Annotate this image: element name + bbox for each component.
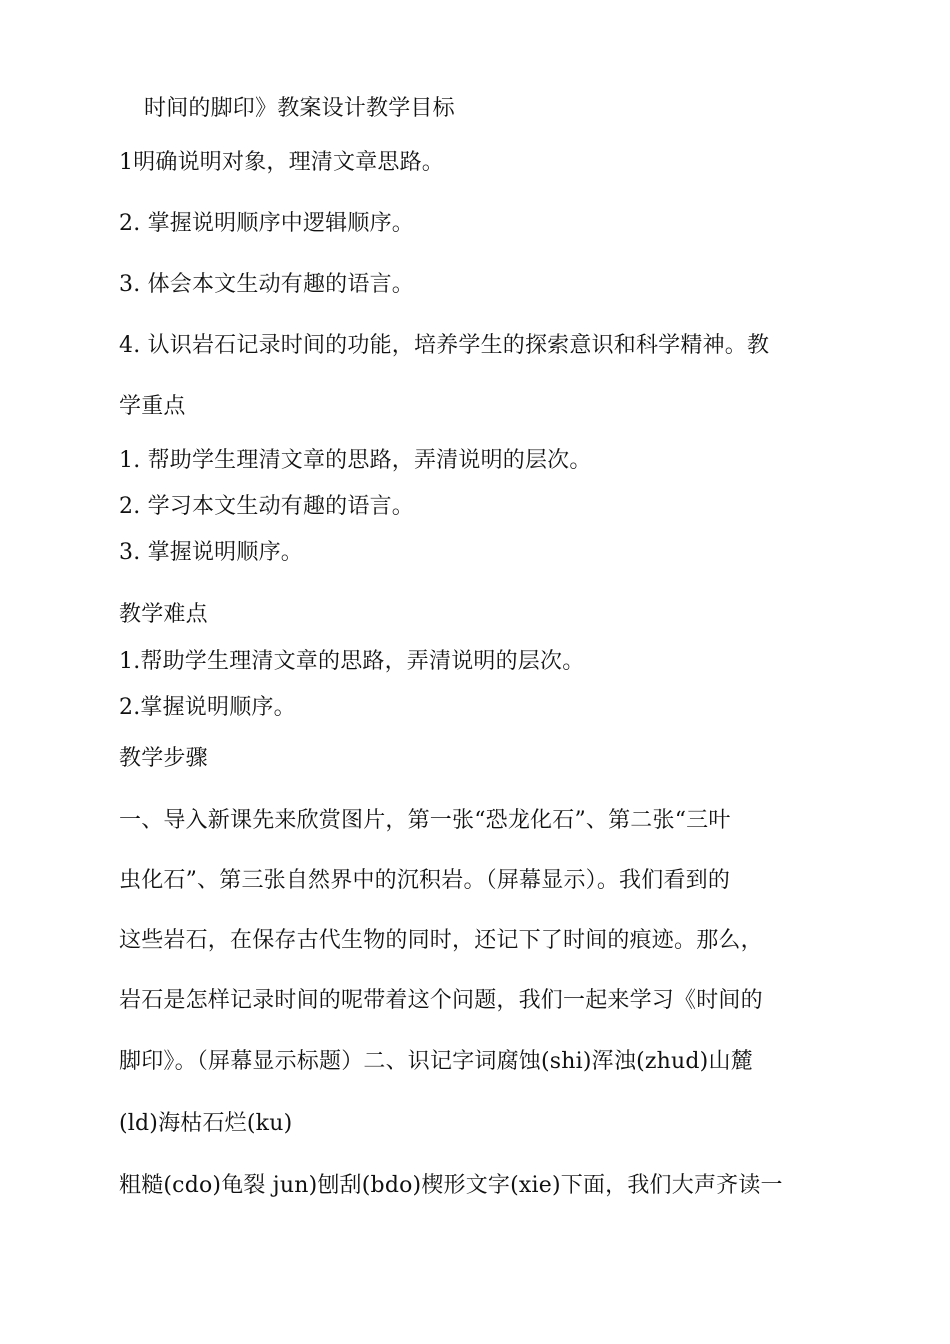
key-point-1: 1. 帮助学生理清文章的思路，弄清说明的层次。 — [119, 448, 592, 473]
steps-line-7: 粗糙(cdo)龟裂 jun)刨刮(bdo)楔形文字(xie)下面，我们大声齐读一 — [119, 1173, 783, 1198]
steps-line-5: 脚印》。（屏幕显示标题）二、识记字词腐蚀(shi)浑浊(zhud)山麓 — [119, 1049, 753, 1074]
objective-2: 2. 掌握说明顺序中逻辑顺序。 — [119, 211, 414, 236]
steps-line-4: 岩石是怎样记录时间的呢带着这个问题，我们一起来学习《时间的 — [119, 988, 763, 1013]
document-title: 时间的脚印》教案设计教学目标 — [144, 96, 455, 121]
steps-heading: 教学步骤 — [119, 746, 208, 771]
key-point-3: 3. 掌握说明顺序。 — [119, 540, 303, 565]
difficulty-2: 2.掌握说明顺序。 — [119, 695, 296, 720]
objective-3: 3. 体会本文生动有趣的语言。 — [119, 272, 414, 297]
steps-line-6: (ld)海枯石烂(ku) — [119, 1111, 293, 1136]
steps-line-1: 一、导入新课先来欣赏图片，第一张“恐龙化石”、第二张“三叶 — [119, 808, 731, 833]
steps-line-3: 这些岩石，在保存古代生物的同时，还记下了时间的痕迹。那么， — [119, 928, 763, 953]
objective-1: 1明确说明对象，理清文章思路。 — [119, 150, 444, 175]
steps-line-2: 虫化石”、第三张自然界中的沉积岩。（屏幕显示）。我们看到的 — [119, 868, 731, 893]
objective-4: 4. 认识岩石记录时间的功能，培养学生的探索意识和科学精神。教 — [119, 333, 770, 358]
difficulties-heading: 教学难点 — [119, 602, 208, 627]
difficulty-1: 1.帮助学生理清文章的思路，弄清说明的层次。 — [119, 649, 585, 674]
key-point-2: 2. 学习本文生动有趣的语言。 — [119, 494, 414, 519]
key-points-heading: 学重点 — [119, 394, 186, 419]
